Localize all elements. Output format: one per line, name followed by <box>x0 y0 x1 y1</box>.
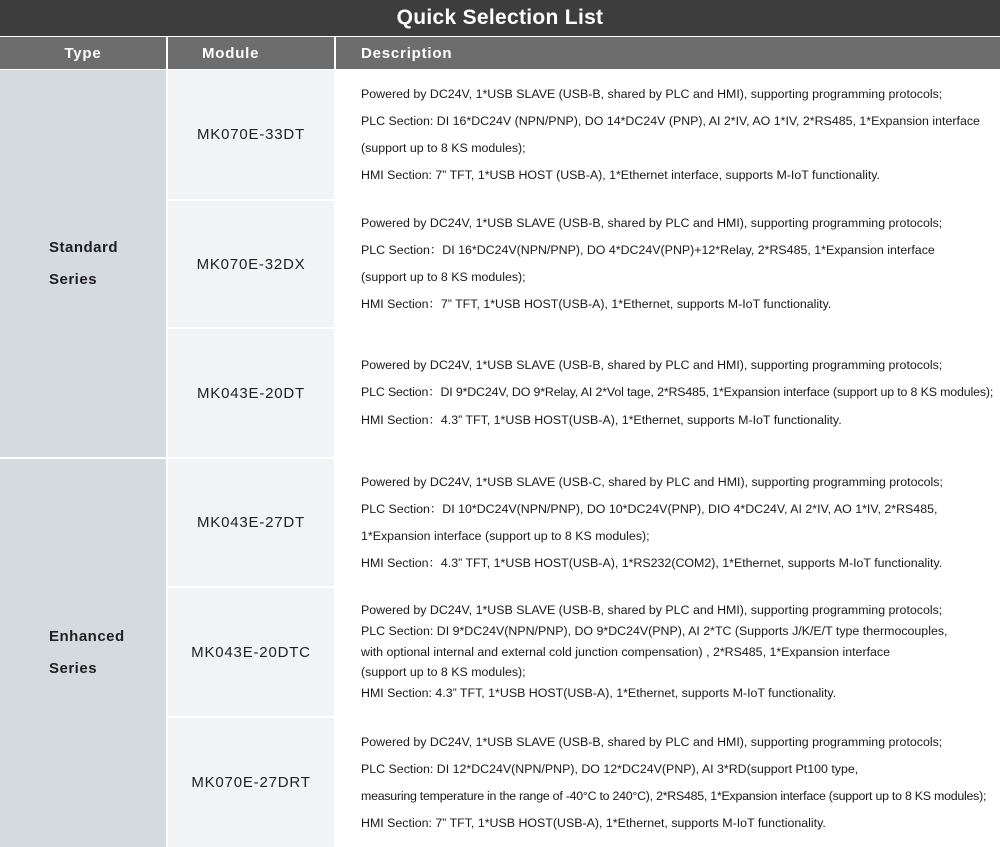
description-line: measuring temperature in the range of -40°C to 240°C), 2*RS485, 1*Expansion interface (support up to 8 KS modules); <box>361 788 987 803</box>
page-title-text: Quick Selection List <box>396 6 604 29</box>
type-label-line2: Series <box>49 660 98 677</box>
description-line: PLC Section: DI 16*DC24V (NPN/PNP), DO 14*DC24V (PNP), AI 2*IV, AO 1*IV, 2*RS485, 1*Expansion interface <box>361 113 980 128</box>
module-cell: MK070E-32DX <box>168 201 334 327</box>
page-title <box>0 0 1000 36</box>
description-line: Powered by DC24V, 1*USB SLAVE (USB-B, shared by PLC and HMI), supporting programming protocols; <box>361 216 943 230</box>
description-cell <box>336 588 1000 716</box>
description-line: Powered by DC24V, 1*USB SLAVE (USB-B, shared by PLC and HMI), supporting programming protocols; <box>361 357 943 372</box>
description-line: HMI Section：4.3” TFT, 1*USB HOST(USB-A), 1*RS232(COM2), 1*Ethernet, supports M-IoT functionality. <box>361 555 943 570</box>
description-line: PLC Section: DI 9*DC24V(NPN/PNP), DO 9*DC24V(PNP), AI 2*TC (Supports J/K/E/T type thermocouples, <box>361 623 948 638</box>
type-cell-standard <box>0 70 166 457</box>
header-description: Description <box>361 44 453 62</box>
row-divider <box>168 716 1000 718</box>
type-label-line1: Enhanced <box>49 628 125 645</box>
description-line: Powered by DC24V, 1*USB SLAVE (USB-B, shared by PLC and HMI), supporting programming protocols; <box>361 86 943 101</box>
header-divider <box>166 37 168 69</box>
description-line: HMI Section: 7” TFT, 1*USB HOST(USB-A), 1*Ethernet, supports M-IoT functionality. <box>361 815 826 830</box>
type-cell-enhanced <box>0 459 166 847</box>
description-cell <box>336 329 1000 457</box>
module-cell: MK043E-27DT <box>168 459 334 586</box>
type-label-line2: Series <box>49 270 98 288</box>
row-divider <box>168 199 1000 201</box>
description-line: PLC Section：DI 10*DC24V(NPN/PNP), DO 10*DC24V(PNP), DIO 4*DC24V, AI 2*IV, AO 1*IV, 2*RS485, <box>361 501 938 516</box>
description-line: Powered by DC24V, 1*USB SLAVE (USB-B, shared by PLC and HMI), supporting programming protocols; <box>361 603 943 617</box>
description-line: Powered by DC24V, 1*USB SLAVE (USB-C, shared by PLC and HMI), supporting programming protocols; <box>361 474 943 489</box>
module-cell: MK043E-20DTC <box>168 588 334 716</box>
description-cell <box>336 459 1000 586</box>
description-line: Powered by DC24V, 1*USB SLAVE (USB-B, shared by PLC and HMI), supporting programming protocols; <box>361 734 943 749</box>
description-line: 1*Expansion interface (support up to 8 KS modules); <box>361 528 650 543</box>
description-line: PLC Section：DI 9*DC24V, DO 9*Relay, AI 2*Vol tage, 2*RS485, 1*Expansion interface (support up to 8 KS modules); <box>361 385 994 400</box>
column-divider <box>166 70 168 847</box>
description-cell <box>336 70 1000 199</box>
description-line: HMI Section：4.3” TFT, 1*USB HOST(USB-A), 1*Ethernet, supports M-IoT functionality. <box>361 412 842 427</box>
description-line: (support up to 8 KS modules); <box>361 270 526 284</box>
description-line: (support up to 8 KS modules); <box>361 665 526 680</box>
description-line: HMI Section: 7” TFT, 1*USB HOST (USB-A), 1*Ethernet interface, supports M-IoT functionality. <box>361 167 880 182</box>
header-divider <box>334 37 336 69</box>
header-module: Module <box>202 44 260 62</box>
group-divider <box>0 457 1000 459</box>
module-cell: MK043E-20DT <box>168 329 334 457</box>
description-line: PLC Section：DI 16*DC24V(NPN/PNP), DO 4*DC24V(PNP)+12*Relay, 2*RS485, 1*Expansion interface <box>361 243 935 257</box>
module-cell: MK070E-33DT <box>168 70 334 199</box>
description-line: PLC Section: DI 12*DC24V(NPN/PNP), DO 12*DC24V(PNP), AI 3*RD(support Pt100 type, <box>361 761 859 776</box>
description-line: HMI Section: 4.3” TFT, 1*USB HOST(USB-A), 1*Ethernet, supports M-IoT functionality. <box>361 686 837 701</box>
table-header-row <box>0 37 1000 69</box>
description-line: HMI Section：7” TFT, 1*USB HOST(USB-A), 1*Ethernet, supports M-IoT functionality. <box>361 297 832 311</box>
description-cell <box>336 718 1000 847</box>
header-type: Type <box>64 44 102 62</box>
column-divider <box>334 70 336 847</box>
type-label-line1: Standard <box>49 238 119 256</box>
row-divider <box>168 327 1000 329</box>
description-line: (support up to 8 KS modules); <box>361 140 526 155</box>
module-cell: MK070E-27DRT <box>168 718 334 847</box>
description-cell <box>336 201 1000 327</box>
row-divider <box>168 586 1000 588</box>
description-line: with optional internal and external cold junction compensation) , 2*RS485, 1*Expansion interface <box>361 644 890 659</box>
